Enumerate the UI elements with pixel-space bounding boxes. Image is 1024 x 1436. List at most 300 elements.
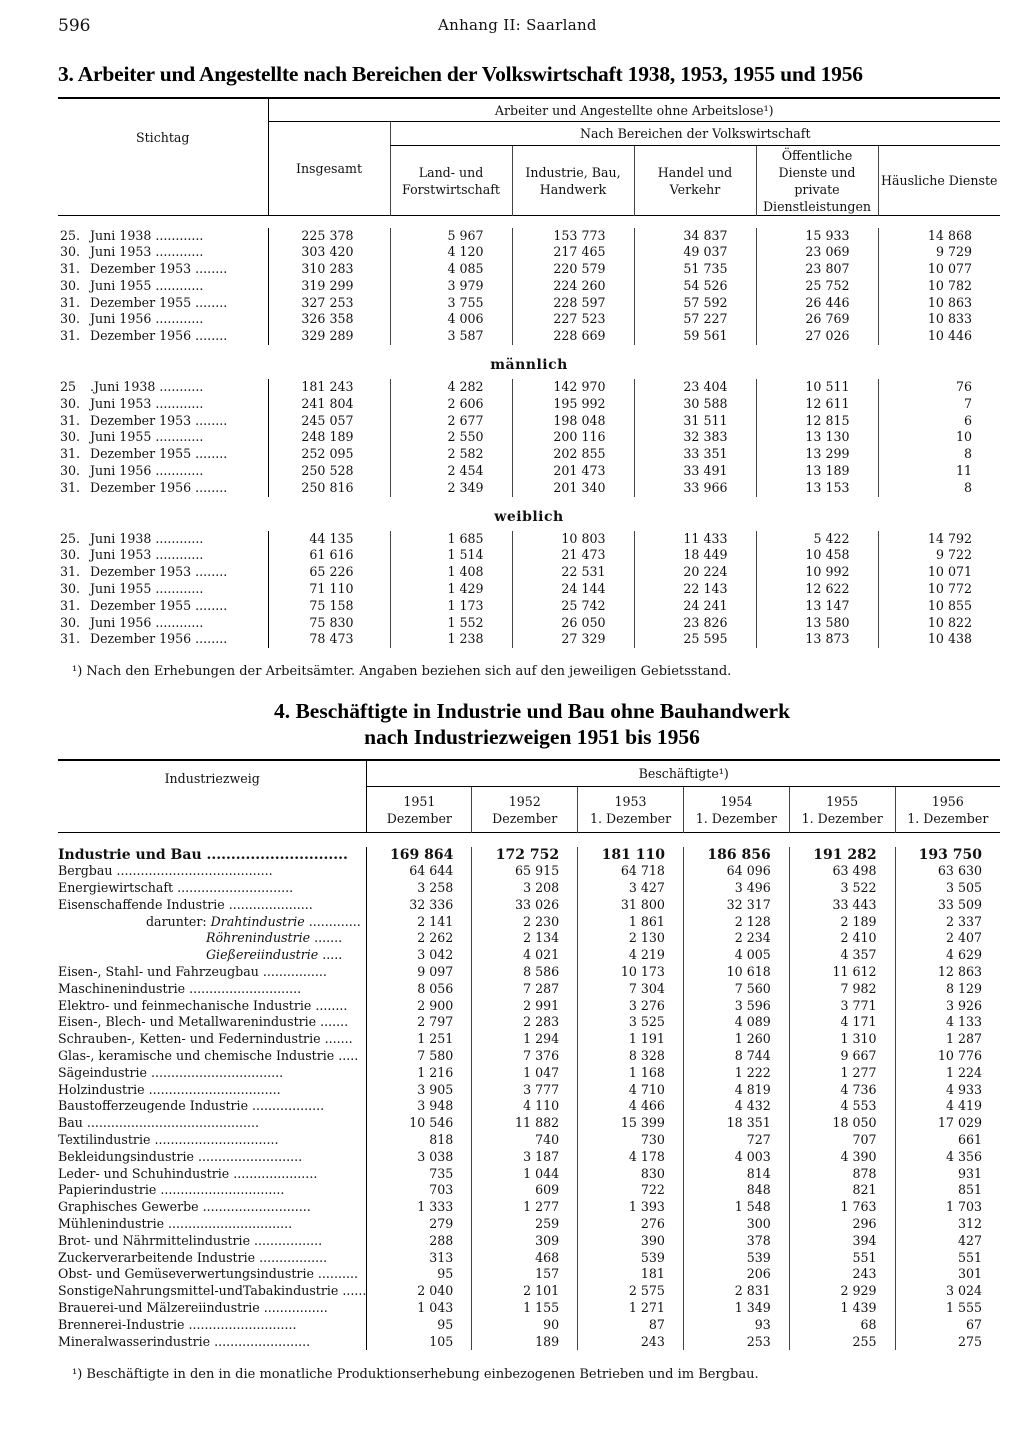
- cell-value: 2 797: [367, 1014, 472, 1031]
- cell-value: 224 260: [512, 278, 634, 295]
- cell-value: 10 833: [878, 311, 1000, 328]
- cell-value: 8 056: [367, 981, 472, 998]
- table-row: [58, 1250, 1000, 1267]
- cell-value: 253: [683, 1334, 789, 1351]
- label-text: Papierindustrie: [58, 1182, 157, 1198]
- label-text: Schrauben-, Ketten- und Federnindustrie: [58, 1031, 321, 1047]
- row-industry: [58, 1266, 367, 1283]
- row-date: [58, 278, 268, 295]
- label-text: Eisenschaffende Industrie: [58, 896, 225, 912]
- cell-value: 2 407: [895, 930, 1000, 947]
- cell-value: 10 511: [756, 379, 878, 396]
- cell-value: 1 685: [390, 531, 512, 548]
- cell-value: 76: [878, 379, 1000, 396]
- row-industry: [58, 914, 367, 931]
- header-date: 1. Dezember: [589, 810, 672, 826]
- label-text: Gießereiindustrie: [206, 947, 319, 963]
- table-row: [58, 897, 1000, 914]
- cell-value: 12 622: [756, 581, 878, 598]
- row-date-text: Juni 1938: [90, 227, 152, 243]
- cell-value: 202 855: [512, 446, 634, 463]
- row-day: 31.: [60, 328, 81, 344]
- leader-dots: ........: [191, 261, 228, 277]
- cell-value: 313: [367, 1250, 472, 1267]
- table3-footnote: ¹) Nach den Erhebungen der Arbeitsämter. Angaben beziehen sich auf den jeweiligen Gebietsstand.: [72, 664, 732, 679]
- leader-dots: ........: [191, 597, 228, 613]
- cell-value: 4 178: [578, 1149, 684, 1166]
- cell-value: 2 606: [390, 396, 512, 413]
- cell-value: 31 800: [578, 897, 684, 914]
- table-row: [58, 847, 1000, 864]
- cell-value: 90: [472, 1317, 578, 1334]
- table-row: [58, 531, 1000, 548]
- row-date: [58, 463, 268, 480]
- table-row: [58, 964, 1000, 981]
- cell-value: 722: [578, 1182, 684, 1199]
- table-row: [58, 228, 1000, 245]
- cell-value: 4 466: [578, 1098, 684, 1115]
- row-day: 25.: [60, 227, 81, 243]
- row-date: [58, 581, 268, 598]
- row-day: 30.: [60, 277, 81, 293]
- cell-value: 2 349: [390, 480, 512, 497]
- cell-value: 245 057: [268, 413, 390, 430]
- cell-value: 63 630: [895, 863, 1000, 880]
- cell-value: 5 422: [756, 531, 878, 548]
- cell-value: 4 005: [683, 947, 789, 964]
- cell-value: 95: [367, 1266, 472, 1283]
- cell-value: 1 168: [578, 1065, 684, 1082]
- leader-dots: ...............................: [164, 1216, 293, 1232]
- cell-value: 181: [578, 1266, 684, 1283]
- table-row: [58, 581, 1000, 598]
- table-row: [58, 1166, 1000, 1183]
- cell-value: 25 595: [634, 631, 756, 648]
- cell-value: 24 241: [634, 598, 756, 615]
- cell-value: 157: [472, 1266, 578, 1283]
- table-row: [58, 1048, 1000, 1065]
- row-industry: [58, 1216, 367, 1233]
- cell-value: 878: [789, 1166, 895, 1183]
- table-row: [58, 1334, 1000, 1351]
- cell-value: 2 262: [367, 930, 472, 947]
- cell-value: 10 173: [578, 964, 684, 981]
- row-date-text: .Juni 1938: [90, 379, 156, 395]
- cell-value: 1 277: [472, 1199, 578, 1216]
- section-label: weiblich: [494, 508, 564, 525]
- cell-value: 3 755: [390, 295, 512, 312]
- leader-dots: ........: [191, 479, 228, 495]
- cell-value: 1 310: [789, 1031, 895, 1048]
- row-day: 25.: [60, 530, 81, 546]
- section-label-row: [58, 353, 1000, 379]
- cell-value: 201 473: [512, 463, 634, 480]
- row-industry: [58, 1182, 367, 1199]
- cell-value: 250 528: [268, 463, 390, 480]
- row-industry: [58, 880, 367, 897]
- cell-value: 1 047: [472, 1065, 578, 1082]
- cell-value: 394: [789, 1233, 895, 1250]
- running-head: Anhang II: Saarland: [438, 16, 597, 34]
- cell-value: 67: [895, 1317, 1000, 1334]
- cell-value: 2 134: [472, 930, 578, 947]
- table-row: [58, 947, 1000, 964]
- table3-title: 3. Arbeiter und Angestellte nach Bereichen der Volkswirtschaft 1938, 1953, 1955 und 1956: [58, 62, 863, 86]
- cell-value: 153 773: [512, 228, 634, 245]
- leader-dots: .............: [304, 913, 361, 929]
- row-date: [58, 328, 268, 345]
- cell-value: 25 742: [512, 598, 634, 615]
- row-day: 31.: [60, 597, 81, 613]
- cell-value: 8: [878, 446, 1000, 463]
- cell-value: 1 393: [578, 1199, 684, 1216]
- cell-value: 8 586: [472, 964, 578, 981]
- label-text: Baustofferzeugende Industrie: [58, 1098, 249, 1114]
- cell-value: 220 579: [512, 261, 634, 278]
- spacer-row: [58, 345, 1000, 353]
- row-day: 30.: [60, 463, 81, 479]
- cell-value: 2 831: [683, 1283, 789, 1300]
- table-row: [58, 615, 1000, 632]
- table-row: [58, 1317, 1000, 1334]
- cell-value: 8 744: [683, 1048, 789, 1065]
- leader-dots: .......: [320, 1031, 353, 1047]
- cell-value: 17 029: [895, 1115, 1000, 1132]
- cell-value: 14 868: [878, 228, 1000, 245]
- cell-value: 609: [472, 1182, 578, 1199]
- leader-dots: ......: [338, 1283, 367, 1299]
- table-row: [58, 1283, 1000, 1300]
- table-row: [58, 1014, 1000, 1031]
- cell-value: 248 189: [268, 429, 390, 446]
- row-day: 30.: [60, 311, 81, 327]
- cell-value: 12 863: [895, 964, 1000, 981]
- cell-value: 78 473: [268, 631, 390, 648]
- table-row: [58, 1182, 1000, 1199]
- header-year-col: [367, 787, 472, 833]
- leader-dots: ........: [311, 997, 348, 1013]
- cell-value: 8: [878, 480, 1000, 497]
- table-row: [58, 396, 1000, 413]
- cell-value: 243: [578, 1334, 684, 1351]
- cell-value: 8 328: [578, 1048, 684, 1065]
- row-day: 31.: [60, 564, 81, 580]
- label-text: Sägeindustrie: [58, 1064, 147, 1080]
- row-date-text: Juni 1938: [90, 530, 152, 546]
- cell-value: 2 230: [472, 914, 578, 931]
- row-industry: [58, 897, 367, 914]
- cell-value: 32 383: [634, 429, 756, 446]
- cell-value: 65 915: [472, 863, 578, 880]
- cell-value: 2 582: [390, 446, 512, 463]
- label-text: Bau: [58, 1115, 83, 1131]
- row-date: [58, 598, 268, 615]
- row-date-text: Juni 1956: [90, 311, 152, 327]
- cell-value: 6: [878, 413, 1000, 430]
- row-industry: [58, 964, 367, 981]
- cell-value: 12 611: [756, 396, 878, 413]
- leader-dots: .....: [318, 947, 343, 963]
- leader-dots: ...........................: [198, 1199, 311, 1215]
- label-text: Industrie und Bau: [58, 846, 202, 863]
- cell-value: 848: [683, 1182, 789, 1199]
- cell-value: 1 155: [472, 1300, 578, 1317]
- cell-value: 3 596: [683, 998, 789, 1015]
- cell-value: 1 703: [895, 1199, 1000, 1216]
- leader-dots: ...........................: [184, 1316, 297, 1332]
- cell-value: 2 141: [367, 914, 472, 931]
- cell-value: 661: [895, 1132, 1000, 1149]
- cell-value: 33 966: [634, 480, 756, 497]
- cell-value: 10: [878, 429, 1000, 446]
- cell-value: 10 772: [878, 581, 1000, 598]
- cell-value: 61 616: [268, 547, 390, 564]
- cell-value: 13 299: [756, 446, 878, 463]
- row-day: 30.: [60, 395, 81, 411]
- table4-header: [58, 760, 1000, 847]
- cell-value: 551: [789, 1250, 895, 1267]
- cell-value: 4 419: [895, 1098, 1000, 1115]
- leader-dots: ............: [151, 395, 204, 411]
- header-insgesamt: Insgesamt: [268, 122, 390, 216]
- cell-value: 228 597: [512, 295, 634, 312]
- row-industry: [58, 847, 367, 864]
- leader-dots: ........: [191, 446, 228, 462]
- leader-dots: .....: [334, 1048, 359, 1064]
- header-date: Dezember: [492, 810, 558, 826]
- header-date: 1. Dezember: [801, 810, 883, 826]
- cell-value: 34 837: [634, 228, 756, 245]
- label-text: Textilindustrie: [58, 1132, 151, 1148]
- cell-value: 4 003: [683, 1149, 789, 1166]
- cell-value: 23 807: [756, 261, 878, 278]
- cell-value: 1 043: [367, 1300, 472, 1317]
- leader-dots: .................: [250, 1232, 323, 1248]
- header-year: 1954: [720, 793, 753, 809]
- cell-value: 3 587: [390, 328, 512, 345]
- row-industry: [58, 998, 367, 1015]
- label-text: Obst- und Gemüseverwertungsindustrie: [58, 1266, 314, 1282]
- cell-value: 2 189: [789, 914, 895, 931]
- label-text: Eisen-, Stahl- und Fahrzeugbau: [58, 964, 259, 980]
- leader-dots: ...........: [155, 379, 204, 395]
- row-date: [58, 228, 268, 245]
- row-date-text: Dezember 1956: [90, 328, 192, 344]
- header-industriezweig: Industriezweig: [164, 771, 260, 786]
- cell-value: 2 991: [472, 998, 578, 1015]
- cell-value: 1 260: [683, 1031, 789, 1048]
- leader-dots: ........: [191, 412, 228, 428]
- cell-value: 11: [878, 463, 1000, 480]
- cell-value: 4 282: [390, 379, 512, 396]
- table3-body: [58, 228, 1000, 649]
- label-text: Holzindustrie: [58, 1081, 145, 1097]
- header-col-2: Industrie, Bau, Handwerk: [512, 146, 634, 216]
- row-industry: [58, 863, 367, 880]
- cell-value: 378: [683, 1233, 789, 1250]
- row-industry: [58, 1300, 367, 1317]
- cell-value: 30 588: [634, 396, 756, 413]
- cell-value: 227 523: [512, 311, 634, 328]
- cell-value: 327 253: [268, 295, 390, 312]
- row-date-text: Dezember 1955: [90, 446, 192, 462]
- row-date-text: Dezember 1953: [90, 261, 192, 277]
- table-row: [58, 880, 1000, 897]
- cell-value: 2 575: [578, 1283, 684, 1300]
- header-year: 1956: [931, 793, 964, 809]
- row-date-text: Juni 1956: [90, 614, 152, 630]
- cell-value: 169 864: [367, 847, 472, 864]
- row-date-text: Dezember 1956: [90, 631, 192, 647]
- cell-value: 32 336: [367, 897, 472, 914]
- cell-value: 10 992: [756, 564, 878, 581]
- label-text: Brennerei-Industrie: [58, 1316, 185, 1332]
- cell-value: 1 333: [367, 1199, 472, 1216]
- leader-dots: ..................: [248, 1098, 325, 1114]
- leader-dots: ........: [191, 328, 228, 344]
- cell-value: 730: [578, 1132, 684, 1149]
- leader-dots: ........................: [210, 1333, 311, 1349]
- row-industry: [58, 1199, 367, 1216]
- cell-value: 10 458: [756, 547, 878, 564]
- header-subgroup: Nach Bereichen der Volkswirtschaft: [390, 122, 1000, 146]
- cell-value: 703: [367, 1182, 472, 1199]
- label-text: Mineralwasserindustrie: [58, 1333, 211, 1349]
- leader-dots: .............................: [201, 846, 348, 863]
- cell-value: 3 038: [367, 1149, 472, 1166]
- table-row: [58, 1031, 1000, 1048]
- cell-value: 49 037: [634, 244, 756, 261]
- cell-value: 4 553: [789, 1098, 895, 1115]
- row-date: [58, 564, 268, 581]
- table-row: [58, 244, 1000, 261]
- cell-value: 51 735: [634, 261, 756, 278]
- table-row: [58, 463, 1000, 480]
- cell-value: 1 222: [683, 1065, 789, 1082]
- cell-value: 3 926: [895, 998, 1000, 1015]
- cell-value: 259: [472, 1216, 578, 1233]
- cell-value: 2 550: [390, 429, 512, 446]
- cell-value: 539: [578, 1250, 684, 1267]
- header-col-3: Handel und Verkehr: [634, 146, 756, 216]
- cell-value: 33 026: [472, 897, 578, 914]
- row-date: [58, 531, 268, 548]
- row-date: [58, 547, 268, 564]
- cell-value: 319 299: [268, 278, 390, 295]
- row-day: 31.: [60, 631, 81, 647]
- label-text: Eisen-, Blech- und Metallwarenindustrie: [58, 1014, 317, 1030]
- cell-value: 22 143: [634, 581, 756, 598]
- cell-value: 11 612: [789, 964, 895, 981]
- cell-value: 24 144: [512, 581, 634, 598]
- cell-value: 252 095: [268, 446, 390, 463]
- cell-value: 3 024: [895, 1283, 1000, 1300]
- cell-value: 300: [683, 1216, 789, 1233]
- cell-value: 15 933: [756, 228, 878, 245]
- cell-value: 7 580: [367, 1048, 472, 1065]
- cell-value: 329 289: [268, 328, 390, 345]
- cell-value: 1 191: [578, 1031, 684, 1048]
- row-industry: [58, 1250, 367, 1267]
- table-row: [58, 631, 1000, 648]
- leader-dots: ............: [151, 311, 204, 327]
- cell-value: 312: [895, 1216, 1000, 1233]
- row-date: [58, 244, 268, 261]
- leader-dots: ...............................: [150, 1132, 279, 1148]
- cell-value: 10 546: [367, 1115, 472, 1132]
- cell-value: 10 803: [512, 531, 634, 548]
- cell-value: 243: [789, 1266, 895, 1283]
- cell-value: 9 097: [367, 964, 472, 981]
- cell-value: 14 792: [878, 531, 1000, 548]
- spacer-row: [58, 497, 1000, 505]
- cell-value: 250 816: [268, 480, 390, 497]
- label-text: Graphisches Gewerbe: [58, 1199, 199, 1215]
- cell-value: 1 173: [390, 598, 512, 615]
- row-industry: [58, 1132, 367, 1149]
- table-row: [58, 295, 1000, 312]
- cell-value: 3 777: [472, 1082, 578, 1099]
- cell-value: 1 552: [390, 615, 512, 632]
- leader-dots: .....................: [229, 1165, 318, 1181]
- cell-value: 9 729: [878, 244, 1000, 261]
- cell-value: 186 856: [683, 847, 789, 864]
- row-day: 30.: [60, 614, 81, 630]
- leader-dots: ................: [258, 964, 327, 980]
- cell-value: 818: [367, 1132, 472, 1149]
- table-row: [58, 914, 1000, 931]
- row-date-text: Dezember 1956: [90, 479, 192, 495]
- table-row: [58, 1266, 1000, 1283]
- label-text: Drahtindustrie: [210, 913, 305, 929]
- row-industry: [58, 1048, 367, 1065]
- cell-value: 3 042: [367, 947, 472, 964]
- row-date-text: Juni 1953: [90, 547, 152, 563]
- cell-value: 1 216: [367, 1065, 472, 1082]
- leader-dots: ............: [151, 244, 204, 260]
- cell-value: 198 048: [512, 413, 634, 430]
- label-text: Brot- und Nährmittelindustrie: [58, 1232, 251, 1248]
- cell-value: 3 771: [789, 998, 895, 1015]
- leader-dots: ..........................: [194, 1148, 303, 1164]
- cell-value: 1 238: [390, 631, 512, 648]
- table-row: [58, 1149, 1000, 1166]
- row-date: [58, 295, 268, 312]
- cell-value: 71 110: [268, 581, 390, 598]
- cell-value: 13 147: [756, 598, 878, 615]
- header-date: 1. Dezember: [695, 810, 777, 826]
- cell-value: 12 815: [756, 413, 878, 430]
- cell-value: 201 340: [512, 480, 634, 497]
- cell-value: 75 158: [268, 598, 390, 615]
- cell-value: 735: [367, 1166, 472, 1183]
- leader-dots: ............: [151, 530, 204, 546]
- leader-dots: ............: [151, 277, 204, 293]
- leader-dots: ........: [191, 294, 228, 310]
- cell-value: 241 804: [268, 396, 390, 413]
- table-row: [58, 564, 1000, 581]
- row-day: 25: [60, 379, 77, 395]
- header-group: Arbeiter und Angestellte ohne Arbeitslose¹): [268, 98, 1000, 122]
- leader-dots: ............: [151, 581, 204, 597]
- cell-value: 3 979: [390, 278, 512, 295]
- cell-value: 814: [683, 1166, 789, 1183]
- row-day: 31.: [60, 261, 81, 277]
- cell-value: 1 349: [683, 1300, 789, 1317]
- cell-value: 3 905: [367, 1082, 472, 1099]
- leader-dots: ............: [151, 429, 204, 445]
- cell-value: 217 465: [512, 244, 634, 261]
